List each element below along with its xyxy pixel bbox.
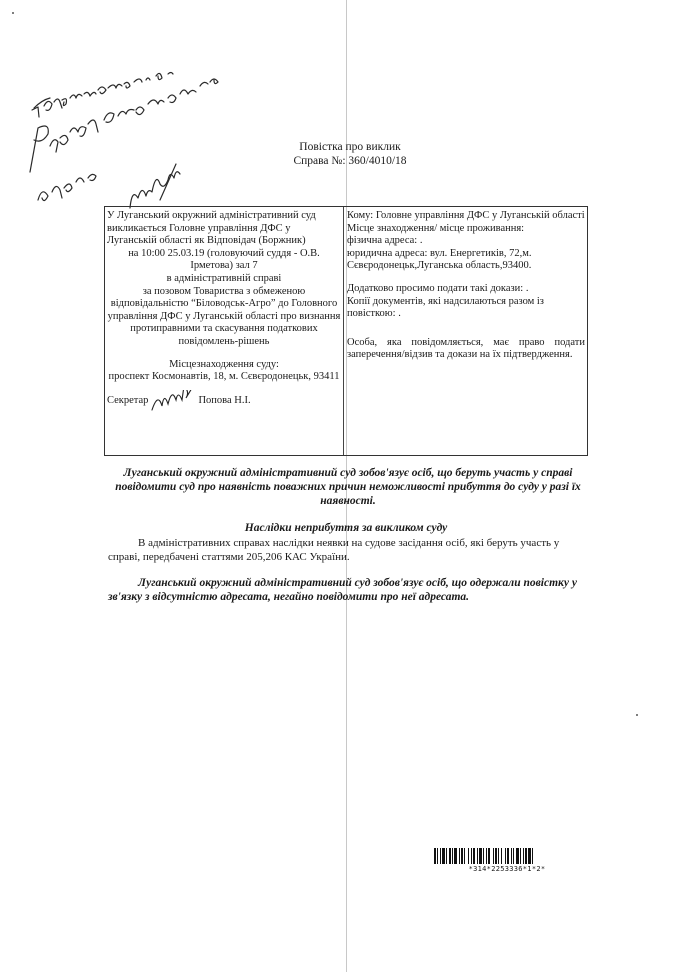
secretary-row [107,390,341,414]
consequences-title: Наслідки неприбуття за викликом суду [244,522,448,534]
barcode [434,848,580,864]
notice-reasons-absence: Луганський окружний адміністративний суд зобов'язує осіб, що беруть участь у справі повідомити суд про наявність поважних причин неможливості прибуття до суду у разі їх наявності. [115,467,581,507]
hearing-time: на 10:00 25.03.19 (головуючий суддя - О.В. Ірметова) зал 7 [128,247,320,272]
court-address: проспект Космонавтів, 18, м. Сєвєродонецьк, 93411 [108,371,340,383]
location-label: Місце знаходження/ місце проживання: [347,222,525,234]
scan-artifact-dot [636,714,638,716]
rights-note: Особа, яка повідомляється, має право подати заперечення/відзив та докази на їх підтвердження. [347,336,585,361]
case-number: Справа №: 360/4010/18 [293,155,407,167]
addressee-details [347,210,585,362]
summons-title: Повістка про виклик [299,141,401,153]
secretary-signature [150,390,196,414]
case-phrase: в адміністративній справі [166,272,282,284]
claim-description: за позовом Товариства з обмеженою відповідальністю “Біловодськ-Агро” до Головного управління ДФС у Луганській області про визнання протиправними та скасування податкових повідомлень-рішень [107,285,341,347]
attached-copies: Копії документів, які надсилаються разом із повісткою: . [347,295,544,320]
secretary-name: Попова Н.І. [198,395,251,407]
summons-panel [104,206,588,456]
barcode-number: *314*2253336*1*2* [468,865,546,873]
notice-addressee-absent: Луганський окружний адміністративний суд зобов'язує осіб, що одержали повістку у зв'язку з відсутністю адресата, негайно повідомити про неї адресата. [108,577,577,603]
secretary-label: Секретар [107,395,149,407]
legal-address: юридична адреса: вул. Енергетиків, 72,м. Сєвєродонецьк,Луганська область,93400. [347,247,532,272]
summons-details [107,210,341,414]
physical-address: фізична адреса: . [347,235,423,247]
handwritten-resolution [10,40,250,210]
scan-artifact-dot [12,12,14,14]
additional-evidence-request: Додатково просимо подати такі докази: . [347,282,529,294]
summons-heading [270,140,430,168]
consequences-body: В адміністративних справах наслідки неявки на судове засідання осіб, які беруть участь у справі, передбачені статтями 205,206 КАС України. [108,537,560,563]
panel-divider [343,207,344,455]
addressee: Кому: Головне управління ДФС у Луганській області [347,210,585,221]
court-location-label: Місцезнаходження суду: [169,358,279,370]
summons-intro: У Луганський окружний адміністративний суд викликається Головне управління ДФС у Луганській області як Відповідач (Боржник) [107,210,316,247]
